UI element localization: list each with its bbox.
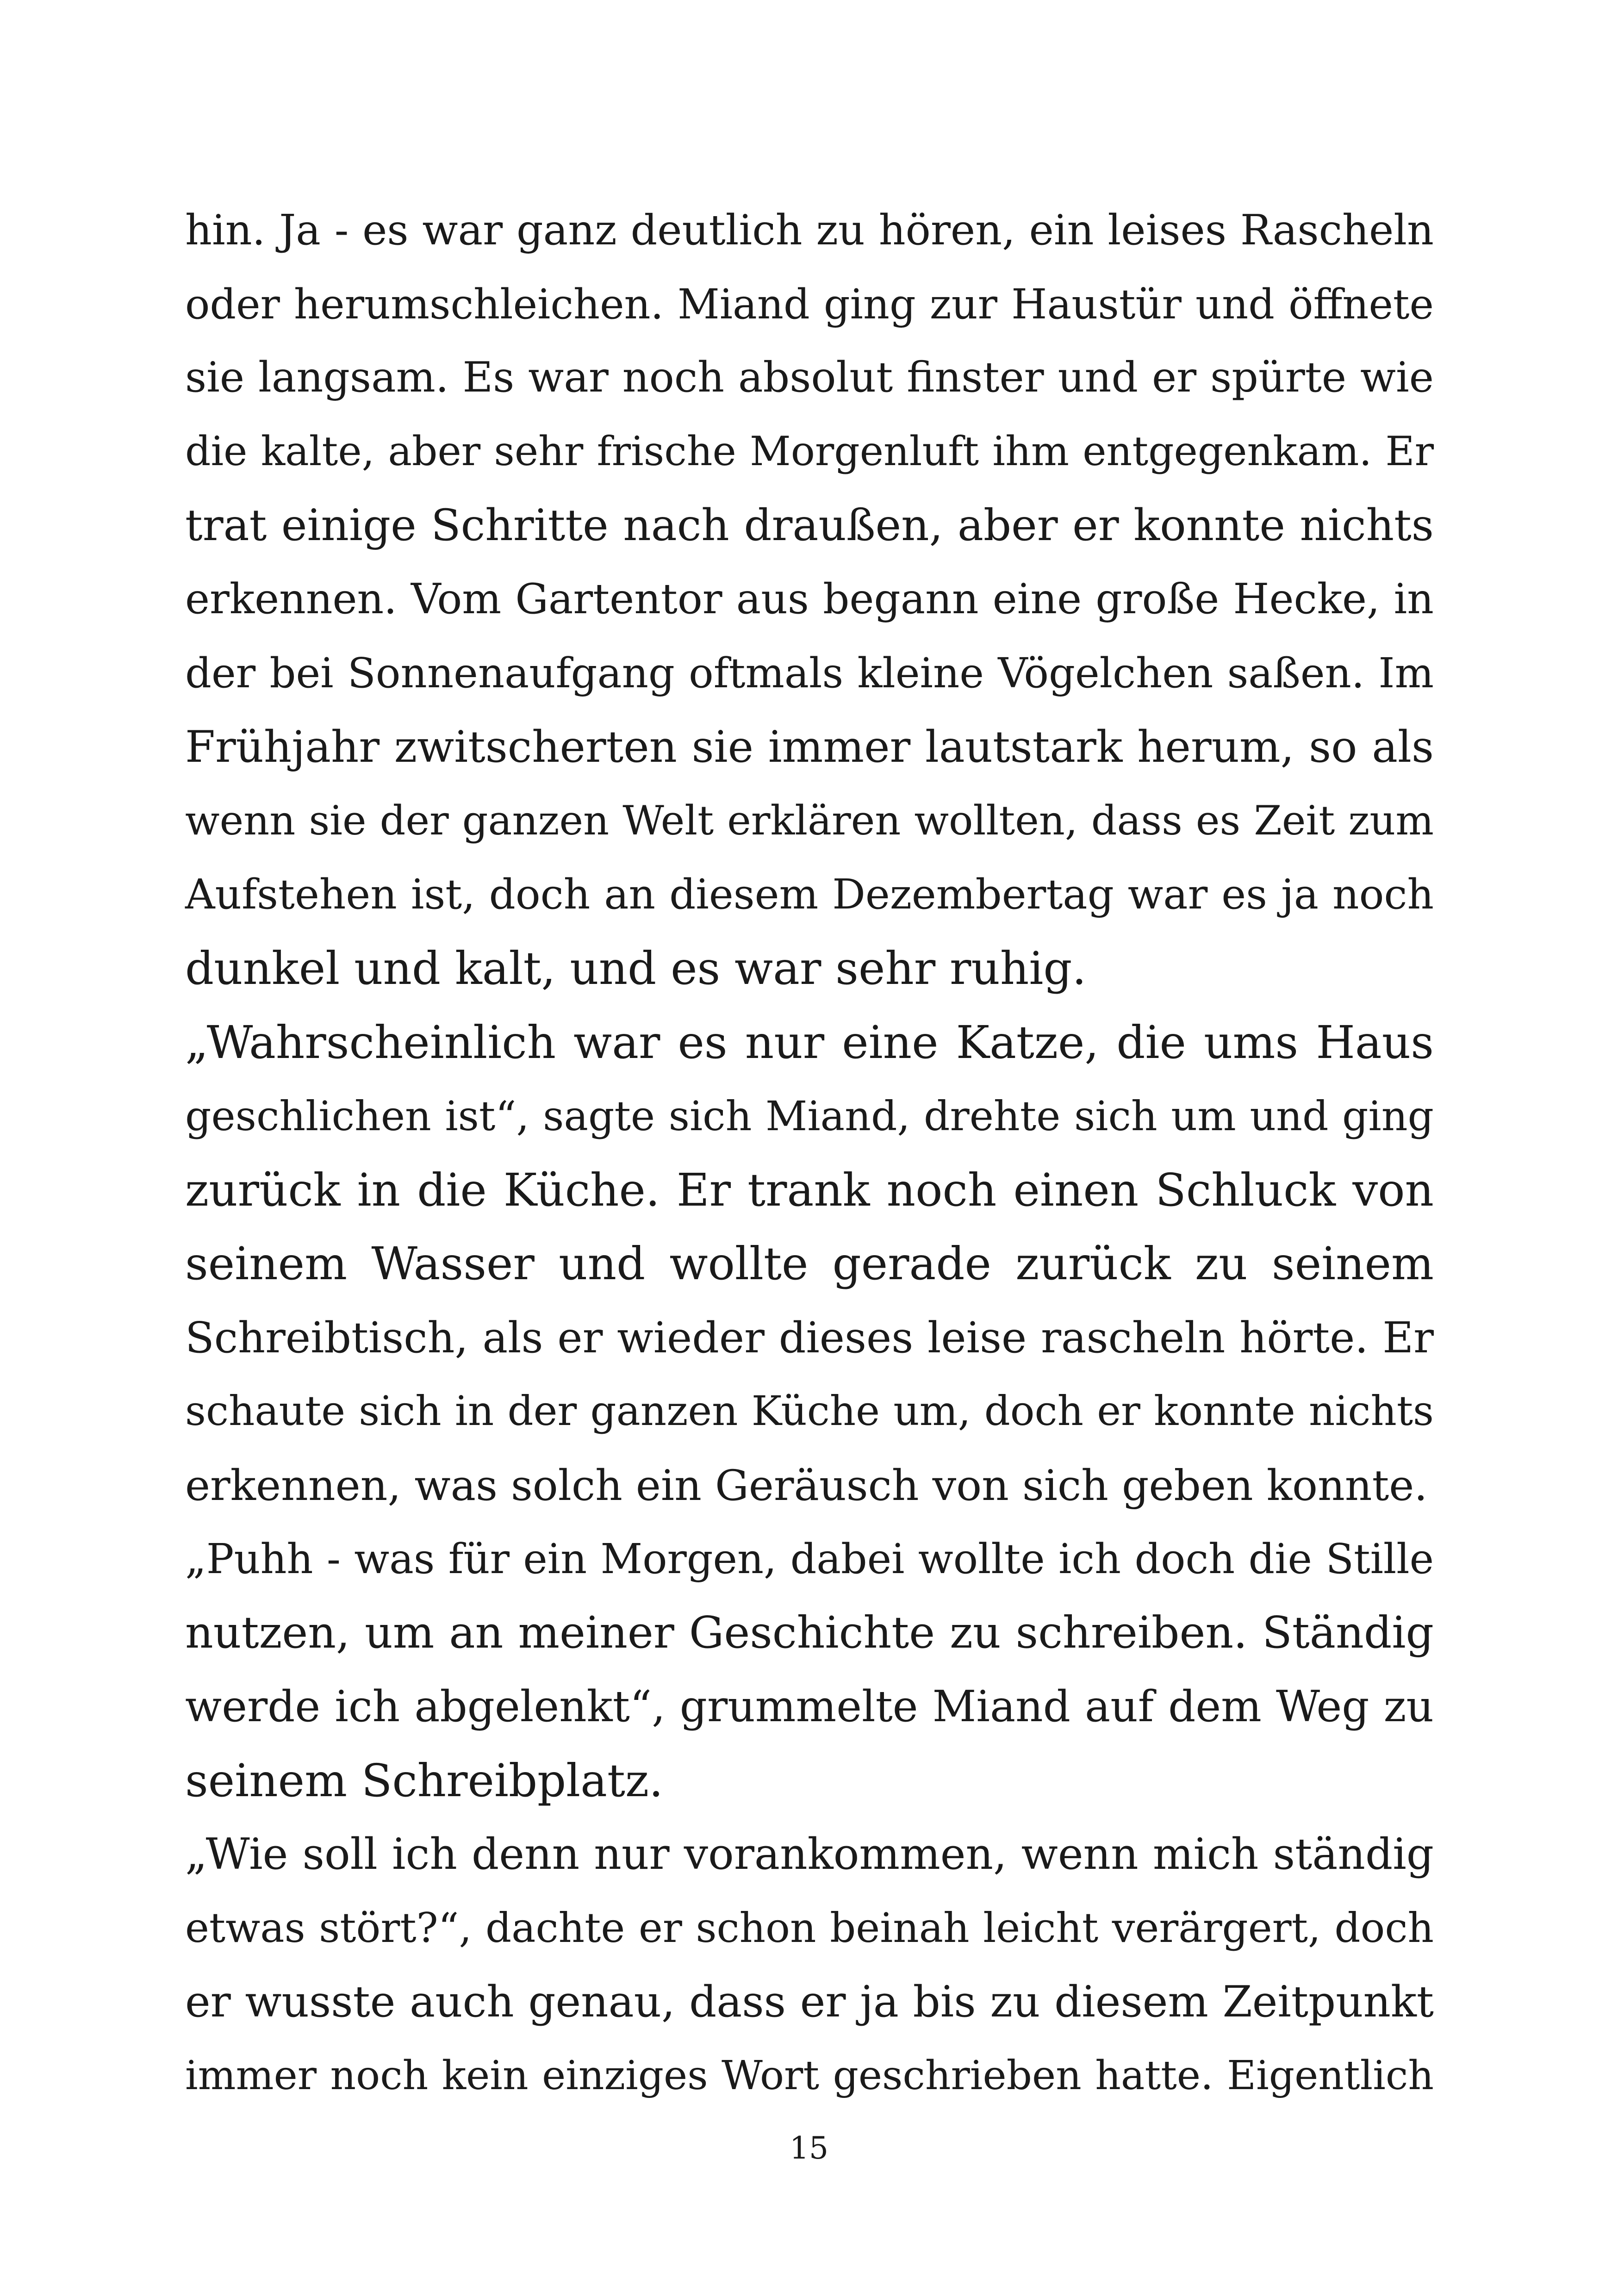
text-line: immer noch kein einziges Wort geschrieben hatte. Eigentlich bbox=[185, 2052, 1434, 2099]
text-line: „Wahrscheinlich war es nur eine Katze, die ums Haus bbox=[185, 1016, 1434, 1069]
text-line: Schreibtisch, als er wieder dieses leise rascheln hörte. Er bbox=[185, 1313, 1434, 1363]
text-line: „Wie soll ich denn nur vorankommen, wenn mich ständig bbox=[185, 1829, 1434, 1879]
text-line: seinem Wasser und wollte gerade zurück zu seinem bbox=[185, 1238, 1434, 1290]
text-line: erkennen. Vom Gartentor aus begann eine große Hecke, in bbox=[185, 575, 1434, 623]
text-line: er wusste auch genau, dass er ja bis zu diesem Zeitpunkt bbox=[185, 1977, 1434, 2027]
text-line: zurück in die Küche. Er trank noch einen Schluck von bbox=[185, 1164, 1434, 1216]
text-line: die kalte, aber sehr frische Morgenluft ihm entgegenkam. Er bbox=[185, 428, 1434, 475]
text-line: etwas stört?“, dachte er schon beinah leicht verärgert, doch bbox=[185, 1904, 1434, 1952]
text-line: Aufstehen ist, doch an diesem Dezembertag war es ja noch bbox=[185, 870, 1434, 919]
text-line: hin. Ja - es war ganz deutlich zu hören, ein leises Rascheln bbox=[185, 206, 1434, 255]
body-text bbox=[185, 193, 1434, 2113]
text-line: sie langsam. Es war noch absolut finster und er spürte wie bbox=[185, 354, 1434, 402]
text-line: geschlichen ist“, sagte sich Miand, drehte sich um und ging bbox=[185, 1092, 1434, 1140]
page-number: 15 bbox=[790, 2130, 828, 2166]
text-line: dunkel und kalt, und es war sehr ruhig. bbox=[185, 942, 1087, 995]
text-line: Frühjahr zwitscherten sie immer lautstark herum, so als bbox=[185, 722, 1434, 772]
text-line: oder herumschleichen. Miand ging zur Haustür und öffnete bbox=[185, 280, 1434, 328]
text-line: schaute sich in der ganzen Küche um, doch er konnte nichts bbox=[185, 1388, 1434, 1435]
text-line: seinem Schreibplatz. bbox=[185, 1754, 663, 1807]
text-line: der bei Sonnenaufgang oftmals kleine Vögelchen saßen. Im bbox=[185, 649, 1434, 697]
text-line: wenn sie der ganzen Welt erklären wollten, dass es Zeit zum bbox=[185, 797, 1434, 844]
text-line: nutzen, um an meiner Geschichte zu schreiben. Ständig bbox=[185, 1607, 1434, 1658]
text-line: trat einige Schritte nach draußen, aber er konnte nichts bbox=[185, 500, 1434, 551]
text-line: erkennen, was solch ein Geräusch von sich geben konnte. bbox=[185, 1460, 1428, 1510]
text-line: „Puhh - was für ein Morgen, dabei wollte ich doch die Stille bbox=[185, 1535, 1434, 1583]
text-line: werde ich abgelenkt“, grummelte Miand auf dem Weg zu bbox=[185, 1681, 1434, 1731]
